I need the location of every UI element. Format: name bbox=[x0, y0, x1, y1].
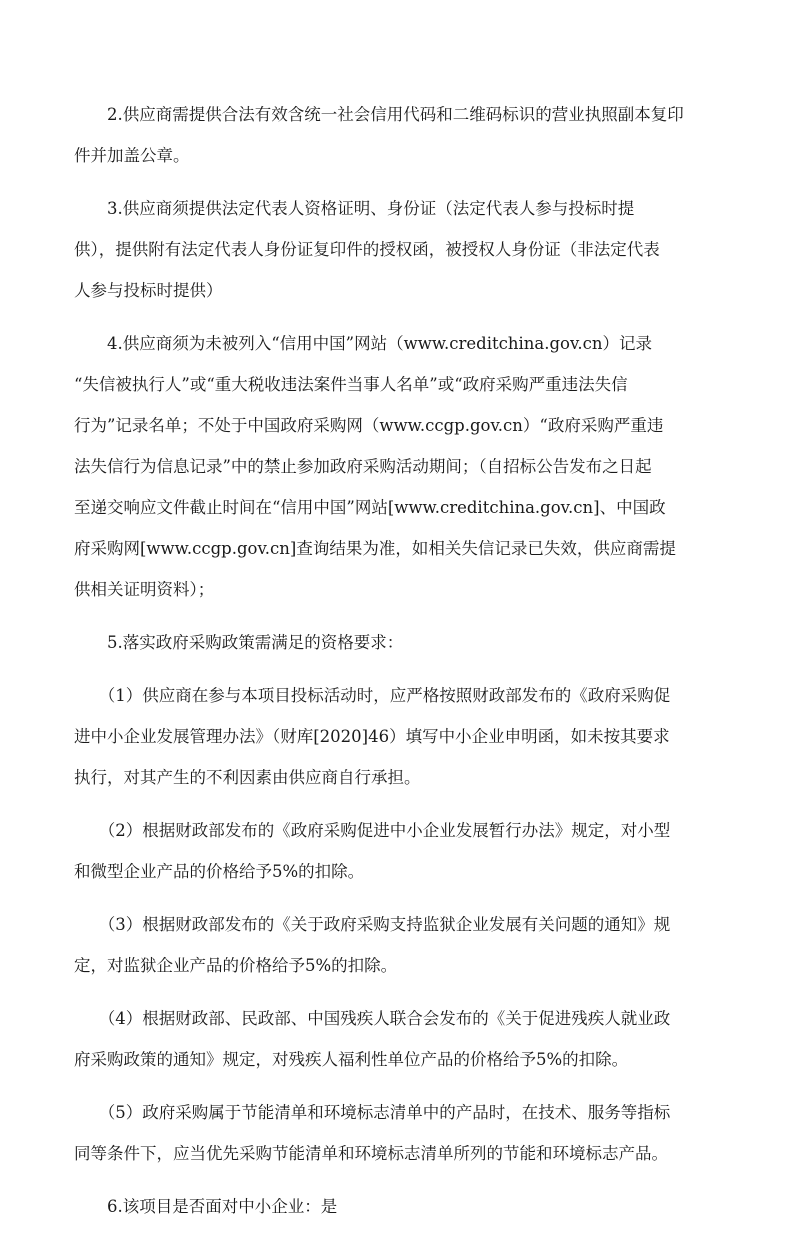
text-line: 进中小企业发展管理办法》（财库[2020]46）填写中小企业申明函，如未按其要求 bbox=[74, 727, 670, 746]
text-line: 人参与投标时提供） bbox=[74, 281, 223, 300]
text-line: 6.该项目是否面对中小企业：是 bbox=[74, 1197, 338, 1216]
text-line: 府采购网[www.ccgp.gov.cn]查询结果为准，如相关失信记录已失效，供应商需提 bbox=[74, 539, 676, 558]
text-line: 2.供应商需提供合法有效含统一社会信用代码和二维码标识的营业执照副本复印 bbox=[74, 105, 684, 124]
paragraph-policy-item-5 bbox=[74, 1092, 734, 1174]
text-line: （1）供应商在参与本项目投标活动时，应严格按照财政部发布的《政府采购促 bbox=[74, 686, 671, 705]
paragraph-policy-item-2 bbox=[74, 810, 734, 892]
text-line: 件并加盖公章。 bbox=[74, 146, 190, 165]
text-line: 和微型企业产品的价格给予5%的扣除。 bbox=[74, 862, 365, 881]
paragraph-credit-record bbox=[74, 323, 734, 610]
text-line: 4.供应商须为未被列入“信用中国”网站（www.creditchina.gov.cn）记录 bbox=[74, 334, 652, 353]
text-line: （2）根据财政部发布的《政府采购促进中小企业发展暂行办法》规定，对小型 bbox=[74, 821, 671, 840]
text-line: （4）根据财政部、民政部、中国残疾人联合会发布的《关于促进残疾人就业政 bbox=[74, 1009, 671, 1028]
paragraph-policy-item-1 bbox=[74, 675, 734, 798]
paragraph-policy-item-3 bbox=[74, 904, 734, 986]
text-line: 供），提供附有法定代表人身份证复印件的授权函，被授权人身份证（非法定代表 bbox=[74, 240, 660, 259]
paragraph-sme-question bbox=[74, 1186, 734, 1227]
text-line: “失信被执行人”或“重大税收违法案件当事人名单”或“政府采购严重违法失信 bbox=[74, 375, 628, 394]
text-line: 法失信行为信息记录”中的禁止参加政府采购活动期间；（自招标公告发布之日起 bbox=[74, 457, 652, 476]
text-line: 至递交响应文件截止时间在“信用中国”网站[www.creditchina.gov.cn]、中国政 bbox=[74, 498, 666, 517]
text-line: 行为”记录名单；不处于中国政府采购网（www.ccgp.gov.cn）“政府采购严重违 bbox=[74, 416, 664, 435]
text-line: 供相关证明资料）； bbox=[74, 580, 215, 599]
text-line: 府采购政策的通知》规定，对残疾人福利性单位产品的价格给予5%的扣除。 bbox=[74, 1050, 629, 1069]
paragraph-business-license bbox=[74, 94, 734, 176]
text-line: 定，对监狱企业产品的价格给予5%的扣除。 bbox=[74, 956, 398, 975]
text-line: 3.供应商须提供法定代表人资格证明、身份证（法定代表人参与投标时提 bbox=[74, 199, 635, 218]
paragraph-policy-requirements bbox=[74, 622, 734, 663]
text-line: 执行，对其产生的不利因素由供应商自行承担。 bbox=[74, 768, 421, 787]
text-line: 同等条件下，应当优先采购节能清单和环境标志清单所列的节能和环境标志产品。 bbox=[74, 1144, 668, 1163]
text-line: 5.落实政府采购政策需满足的资格要求： bbox=[74, 633, 404, 652]
paragraph-legal-representative bbox=[74, 188, 734, 311]
document-page bbox=[74, 94, 734, 1239]
text-line: （3）根据财政部发布的《关于政府采购支持监狱企业发展有关问题的通知》规 bbox=[74, 915, 671, 934]
text-line: （5）政府采购属于节能清单和环境标志清单中的产品时，在技术、服务等指标 bbox=[74, 1103, 671, 1122]
paragraph-policy-item-4 bbox=[74, 998, 734, 1080]
